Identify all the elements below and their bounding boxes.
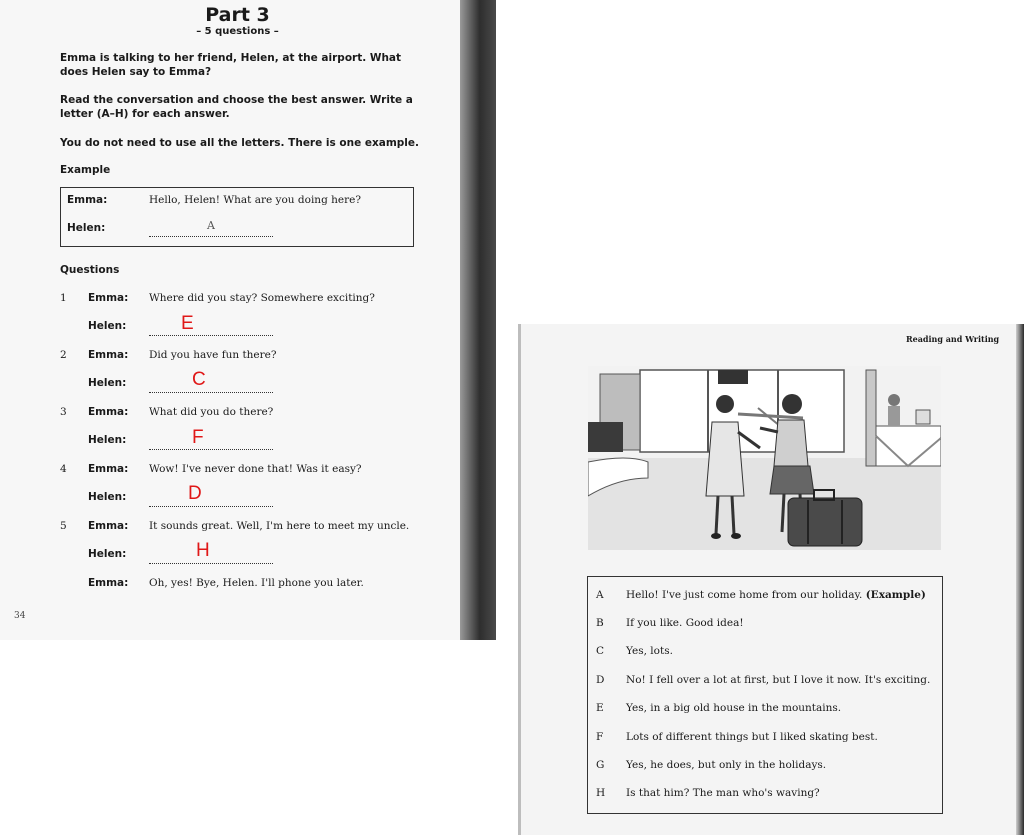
right-page: [518, 324, 1024, 835]
option-text: Is that him? The man who's waving?: [626, 787, 820, 799]
page-number: 34: [14, 611, 26, 621]
question-number: 2: [60, 349, 67, 361]
part-title: Part 3: [205, 4, 270, 26]
q3-emma-label: Emma:: [88, 406, 129, 418]
option-text: Yes, lots.: [626, 645, 673, 657]
option-a-text: Hello! I've just come home from our holiday.: [626, 589, 863, 601]
q5-emma-text: It sounds great. Well, I'm here to meet my uncle.: [149, 520, 410, 532]
option-letter: H: [596, 787, 606, 799]
q3-emma-text: What did you do there?: [149, 406, 274, 418]
q4-answer: D: [188, 483, 202, 504]
q1-helen-label: Helen:: [88, 320, 127, 332]
example-answer: A: [207, 219, 215, 232]
question-number: 3: [60, 406, 67, 418]
question-number: 4: [60, 463, 67, 475]
q2-emma-label: Emma:: [88, 349, 129, 361]
q3-answer: F: [192, 427, 204, 448]
clerk-shape: [888, 394, 900, 406]
option-text: Yes, in a big old house in the mountains.: [626, 702, 842, 714]
question-number: 1: [60, 292, 67, 304]
option-letter: F: [596, 731, 604, 743]
q2-helen-label: Helen:: [88, 377, 127, 389]
q2-answer-line[interactable]: [149, 380, 273, 393]
question-number: 5: [60, 520, 67, 532]
option-letter: B: [596, 617, 604, 629]
option-letter: G: [596, 759, 605, 771]
example-helen-label: Helen:: [67, 222, 106, 234]
q5-helen-label: Helen:: [88, 548, 127, 560]
answer-options-box: [587, 576, 943, 814]
questions-heading: Questions: [60, 264, 120, 276]
example-heading: Example: [60, 164, 111, 176]
instruction-note: You do not need to use all the letters. There is one example.: [60, 137, 420, 149]
q5-answer-line[interactable]: [149, 551, 273, 564]
q4-emma-text: Wow! I've never done that! Was it easy?: [149, 463, 362, 475]
page-edge: [518, 324, 521, 835]
option-letter: C: [596, 645, 605, 657]
q1-answer-line[interactable]: [149, 323, 273, 336]
helen-figure: [782, 394, 802, 414]
option-text: No! I fell over a lot at first, but I love it now. It's exciting.: [626, 674, 931, 686]
option-text: [626, 589, 926, 601]
option-text: If you like. Good idea!: [626, 617, 744, 629]
q2-emma-text: Did you have fun there?: [149, 349, 277, 361]
q2-answer: C: [192, 369, 206, 390]
example-emma-label: Emma:: [67, 194, 108, 206]
part-subtitle: – 5 questions –: [196, 26, 279, 37]
q5-answer: H: [196, 540, 210, 561]
option-letter: A: [596, 589, 604, 601]
left-page: [0, 0, 496, 640]
bags-shape: [588, 422, 623, 452]
q4-emma-label: Emma:: [88, 463, 129, 475]
example-tag: (Example): [865, 589, 926, 601]
q5-emma-label: Emma:: [88, 520, 129, 532]
suitcase-shape: [788, 498, 862, 546]
page-edge-shadow: [1016, 324, 1024, 835]
option-text: Yes, he does, but only in the holidays.: [626, 759, 827, 771]
emma-figure: [716, 395, 734, 413]
example-emma-text: Hello, Helen! What are you doing here?: [149, 194, 361, 206]
q3-helen-label: Helen:: [88, 434, 127, 446]
instruction-context: Emma is talking to her friend, Helen, at the airport. What does Helen say to Emma?: [60, 52, 402, 78]
departure-board: [718, 370, 748, 384]
q1-emma-text: Where did you stay? Somewhere exciting?: [149, 292, 375, 304]
q1-answer: E: [181, 313, 194, 334]
book-spine-shadow: [460, 0, 496, 640]
q4-answer-line[interactable]: [149, 494, 273, 507]
section-header: Reading and Writing: [906, 334, 1000, 344]
q4-helen-label: Helen:: [88, 491, 127, 503]
example-box: [60, 187, 414, 247]
option-letter: E: [596, 702, 604, 714]
airport-illustration: [588, 366, 941, 550]
option-letter: D: [596, 674, 605, 686]
option-text: Lots of different things but I liked skating best.: [626, 731, 878, 743]
q3-answer-line[interactable]: [149, 437, 273, 450]
closing-emma-text: Oh, yes! Bye, Helen. I'll phone you later.: [149, 577, 364, 589]
instruction-task: Read the conversation and choose the best answer. Write a letter (A–H) for each answer.: [60, 94, 413, 120]
closing-emma-label: Emma:: [88, 577, 129, 589]
q1-emma-label: Emma:: [88, 292, 129, 304]
